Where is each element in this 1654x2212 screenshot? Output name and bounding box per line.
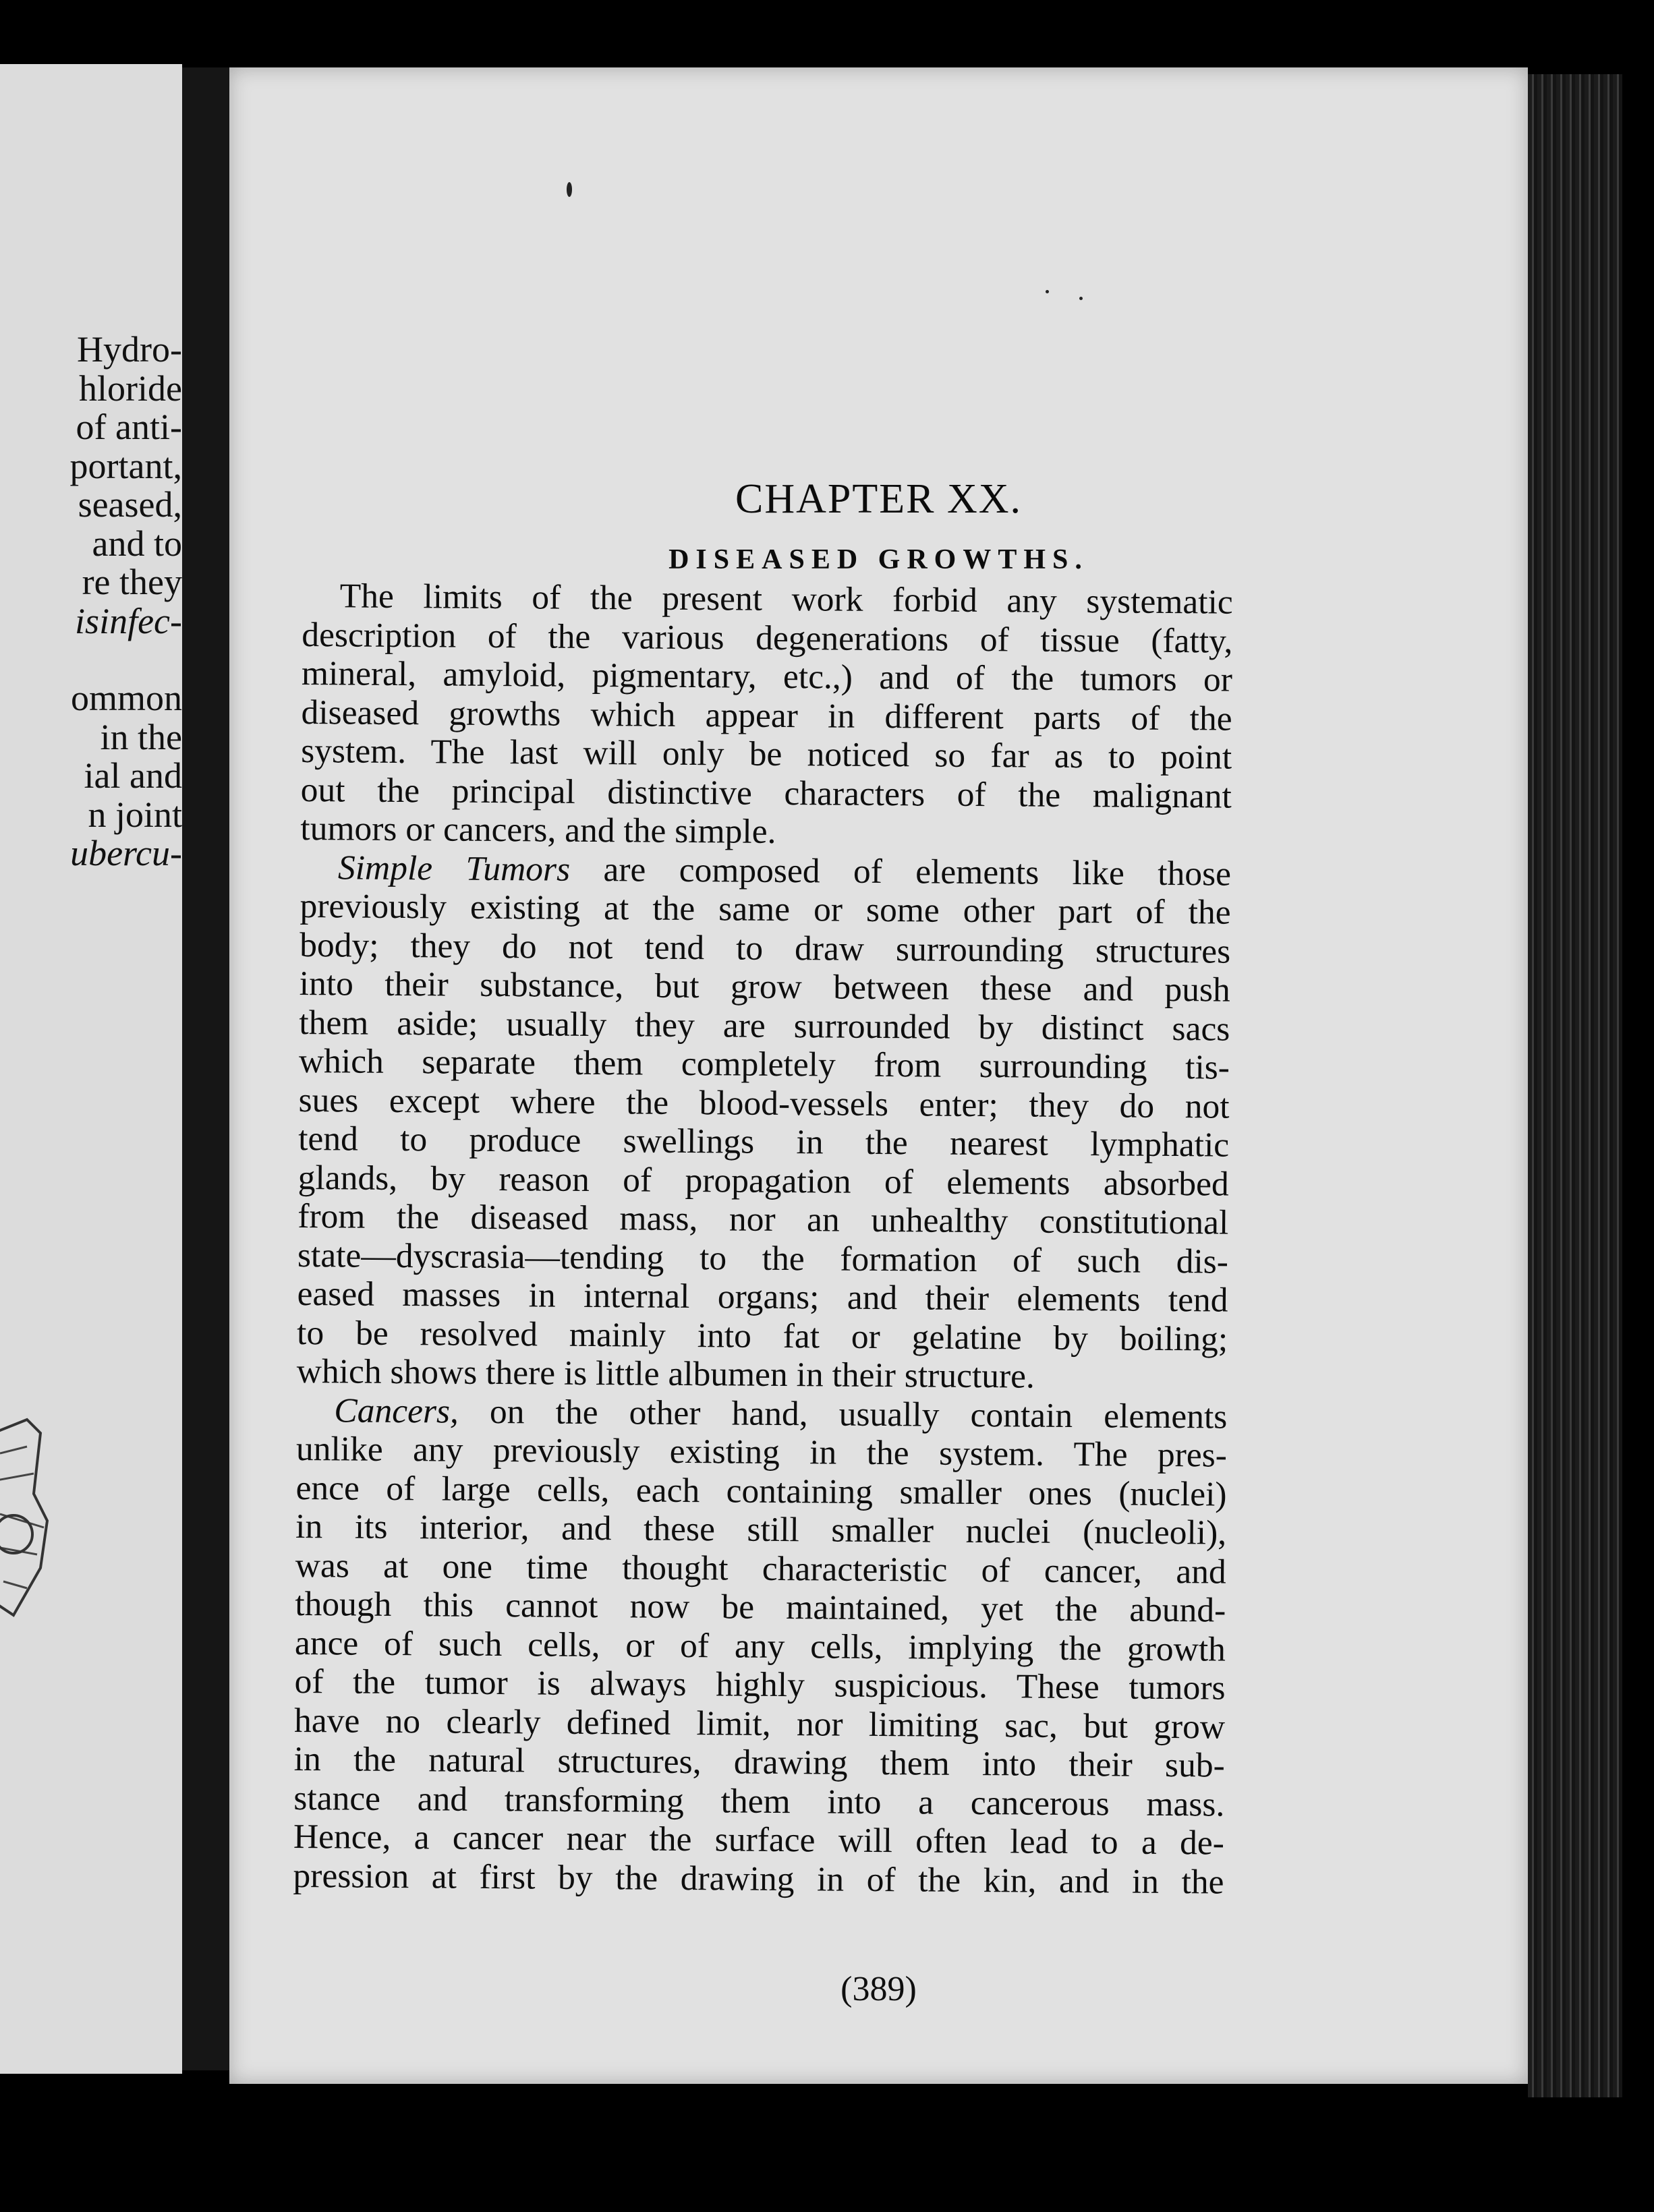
text-line: though this cannot now be maintained, yet the abund- xyxy=(295,1584,1226,1630)
facing-line: ommon xyxy=(70,678,182,718)
text-line: The limits of the present work forbid any systematic xyxy=(339,577,1233,622)
facing-line: seased, xyxy=(78,484,182,525)
chapter-title: CHAPTER XX. xyxy=(735,476,1023,522)
paragraph-lead: Cancers, xyxy=(334,1391,459,1431)
facing-page xyxy=(0,64,182,2074)
text-line: them aside; usually they are surrounded by distinct sacs xyxy=(299,1003,1230,1049)
specks xyxy=(1079,297,1083,300)
specks xyxy=(1046,290,1049,293)
text-line: was at one time thought characteristic of cancer, and xyxy=(295,1546,1226,1592)
text-line: sues except where the blood-vessels enter; they do not xyxy=(298,1080,1230,1126)
text-line: tumors or cancers, and the simple. xyxy=(300,809,776,851)
text-line: pression at first by the drawing in of the kin, and in the xyxy=(293,1856,1224,1902)
text-line: unlike any previously existing in the system. The pres- xyxy=(295,1429,1228,1475)
facing-page-text xyxy=(0,330,182,873)
text-line: body; they do not tend to draw surrounding structures xyxy=(299,925,1231,971)
text-line xyxy=(300,848,1231,893)
facing-line: n joint xyxy=(88,794,182,835)
text-line-rest: are composed of elements like those xyxy=(569,850,1232,894)
paragraph-lead: Simple Tumors xyxy=(337,848,571,889)
facing-line: ubercu- xyxy=(70,833,182,873)
text-line: mineral, amyloid, pigmentary, etc.,) and of the tumors or xyxy=(301,653,1233,699)
text-line: in the natural structures, drawing them into their sub- xyxy=(293,1739,1225,1785)
facing-line: of anti- xyxy=(76,407,182,447)
section-title: DISEASED GROWTHS. xyxy=(668,544,1089,575)
book-page xyxy=(229,67,1528,2084)
text-line: have no clearly defined limit, nor limiting sac, but grow xyxy=(293,1701,1226,1747)
text-line: to be resolved mainly into fat or gelatine by boiling; xyxy=(296,1313,1228,1359)
text-line: which separate them completely from surrounding tis- xyxy=(298,1041,1230,1087)
facing-line: re they xyxy=(82,562,182,602)
text-line: of the tumor is always highly suspicious. These tumors xyxy=(294,1662,1226,1708)
page-edges xyxy=(1528,74,1622,2097)
page-number: (389) xyxy=(840,1970,917,2008)
facing-line: ial and xyxy=(84,755,182,796)
body-text xyxy=(293,577,1233,1902)
text-line xyxy=(296,1391,1227,1436)
facing-line: and to xyxy=(92,523,182,564)
text-line: eased masses in internal organs; and their elements tend xyxy=(297,1274,1228,1320)
facing-page-illustration xyxy=(0,1413,61,1629)
text-line: glands, by reason of propagation of elements absorbed xyxy=(297,1158,1229,1204)
text-line: from the diseased mass, nor an unhealthy constitutional xyxy=(297,1196,1229,1242)
text-line: tend to produce swellings in the nearest lymphatic xyxy=(297,1119,1230,1165)
text-line-rest: on the other hand, usually contain elements xyxy=(458,1392,1228,1436)
facing-line: in the xyxy=(100,716,182,757)
text-line: description of the various degenerations of tissue (fatty, xyxy=(302,615,1233,661)
text-line: system. The last will only be noticed so far as to point xyxy=(300,731,1232,777)
text-line: into their substance, but grow between these and push xyxy=(299,964,1230,1010)
facing-line: isinfec- xyxy=(75,600,182,641)
book-gutter xyxy=(182,67,233,2070)
text-line: state—dyscrasia—tending to the formation of such dis- xyxy=(297,1235,1229,1281)
text-line: which shows there is little albumen in their structure. xyxy=(296,1351,1035,1396)
facing-line-gap xyxy=(0,641,182,679)
text-line: stance and transforming them into a cancerous mass. xyxy=(293,1778,1225,1824)
facing-line: portant, xyxy=(69,445,182,486)
text-line: in its interior, and these still smaller nuclei (nucleoli), xyxy=(295,1507,1227,1552)
facing-line: Hydro- xyxy=(77,329,182,370)
text-line: Hence, a cancer near the surface will often lead to a de- xyxy=(293,1817,1225,1863)
text-line: out the principal distinctive characters of the malignant xyxy=(300,770,1232,816)
text-line: diseased growths which appear in different parts of the xyxy=(301,693,1232,738)
text-line: ence of large cells, each containing smaller ones (nuclei) xyxy=(295,1468,1227,1514)
specks xyxy=(567,182,572,197)
facing-line: hloride xyxy=(79,368,182,409)
text-line: previously existing at the same or some other part of the xyxy=(300,886,1231,932)
text-line: ance of such cells, or of any cells, implying the growth xyxy=(294,1623,1226,1669)
